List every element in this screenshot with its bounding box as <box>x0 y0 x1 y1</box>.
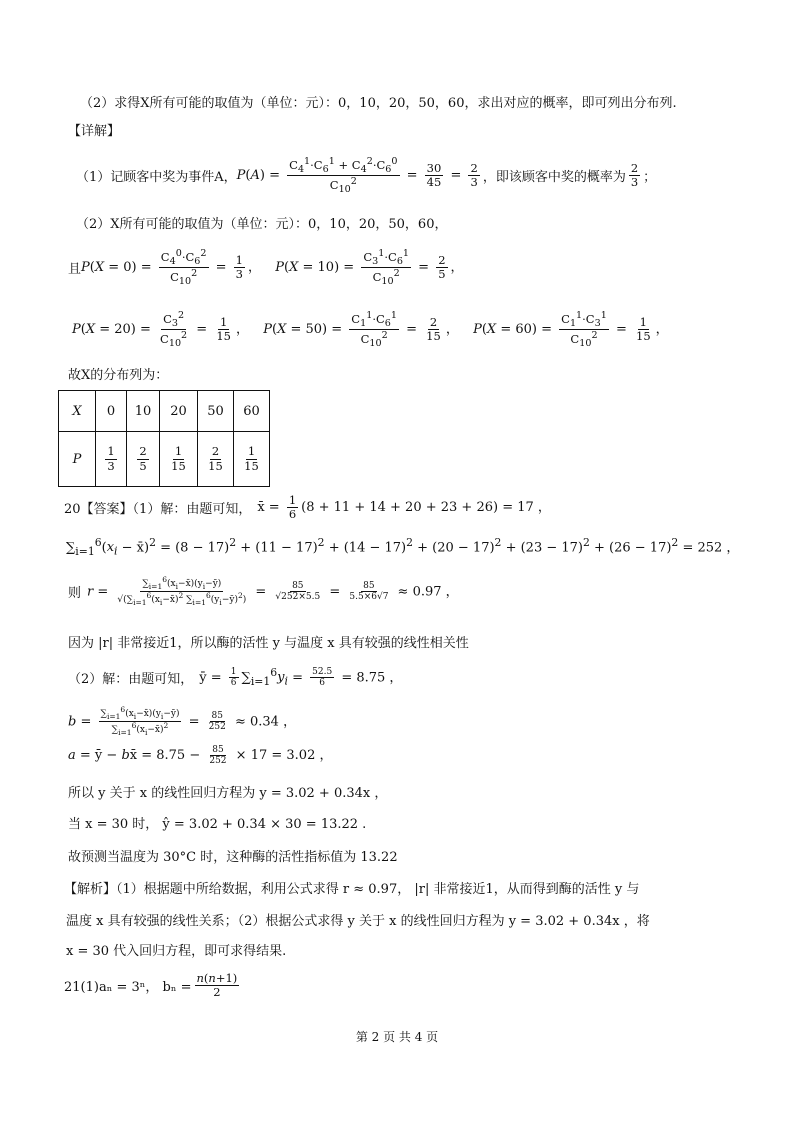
text-line: 当 x = 30 时， ŷ = 3.02 + 0.34 × 30 = 13.22 . <box>68 817 367 832</box>
distribution-table <box>58 390 270 487</box>
table-cell: 60 <box>234 391 270 432</box>
table-cell: $\frac{2}{15}$ <box>198 432 234 487</box>
text-line: 故预测当温度为 30°C 时，这种酶的活性指标值为 13.22 <box>68 850 398 865</box>
formula-line: $\sum_{i=1}^6(x_i$ − x̄)$^2$ = $(8 - 17)^2 + (11 - 17)^2 + (14 - 17)^2 + (20 - 17)^2 + (23 - 17)^2 + (26 - 17)^2 = 252$ ， <box>66 536 740 558</box>
table-cell: $\frac{1}{3}$ <box>96 432 127 487</box>
text-line <box>80 92 677 111</box>
formula-line: a = ȳ − bx̄ = 8.75 − $\frac{85}{252}$ × 17 = 3.02 ， <box>68 744 333 766</box>
answer-line: 20【答案】（1）解：由题可知， x̄ = $\frac{1}{6}$ (8 + 11 + 14 + 20 + 23 + 26) = 17 ， <box>64 493 551 522</box>
table-cell: P <box>59 432 96 487</box>
formula: P(A) = $\frac{C_4^1\cdot C_6^1 + C_4^2\cdot C_6^0}{C_{10}^2}$ = $\frac{30}{45}$ = $\frac{2}{3}$ <box>236 156 478 196</box>
table-cell: 10 <box>127 391 160 432</box>
table-cell: X <box>59 391 96 432</box>
table-cell: 50 <box>198 391 234 432</box>
analysis-line: 【解析】（1）根据题中所给数据，利用公式求得 r ≈ 0.97， |r| 非常接近1，从而得到酶的活性 y 与 <box>64 882 640 897</box>
table-cell: 20 <box>160 391 198 432</box>
table-cell: $\frac{1}{15}$ <box>160 432 198 487</box>
table-cell: 0 <box>96 391 127 432</box>
answer-line: 21(1)aₙ = 3ⁿ， bₙ = $\frac{n(n+1)}{2}$ <box>64 971 238 1000</box>
text-line: （2）X所有可能的取值为（单位：元）：0，10，20，50，60， <box>76 217 448 232</box>
formula-line: P(X = 20) = $\frac{C_3^2}{C_{10}^2}$ = $\frac{1}{15}$ ， P(X = 50) = $\frac{C_1^1\cdot C_6^1}{C_{10}^2}$ = $\frac{2}{15}$ ， P(X = 60) = $\frac{C_1^1\cdot C_3^1}{C_{10}^2}$ = $\frac{1}{15}$ ， <box>72 310 669 350</box>
text-line: 所以 y 关于 x 的线性回归方程为 y = 3.02 + 0.34x ， <box>68 786 388 801</box>
analysis-line: x = 30 代入回归方程，即可求得结果. <box>66 944 287 959</box>
page-footer: 第 2 页 共 4 页 <box>355 1030 439 1044</box>
table-cell: $\frac{2}{5}$ <box>127 432 160 487</box>
table-cell: $\frac{1}{15}$ <box>234 432 270 487</box>
formula-line: 且 P(X = 0) = $\frac{C_4^0\cdot C_6^2}{C_{10}^2}$ = $\frac{1}{3}$ ， P(X = 10) = $\frac{C_3^1\cdot C_6^1}{C_{10}^2}$ = $\frac{2}{5}$ ， <box>68 248 464 288</box>
text-line: 因为 |r| 非常接近1，所以酶的活性 y 与温度 x 具有较强的线性相关性 <box>68 636 469 651</box>
analysis-line: 温度 x 具有较强的线性关系；（2）根据公式求得 y 关于 x 的线性回归方程为 y = 3.02 + 0.34x ，将 <box>66 914 650 929</box>
hint-text: （2）求得X所有可能的取值为（单位：元）：0，10，20，50，60，求出对应的概率，即可列出分布列. <box>80 96 677 111</box>
formula-line: （2）解：由题可知， ȳ = $\frac{1}{6}$ $\sum_{i=1}^6y_i$ = $\frac{52.5}{6}$ = 8.75 ， <box>68 666 403 689</box>
section-heading: 【详解】 <box>68 124 121 139</box>
table-row <box>59 432 270 487</box>
table-row <box>59 391 270 432</box>
formula-line: 则 r = $\frac{\sum_{i=1}^6(x_i-x̄)(y_i-ȳ)}{√(\sum_{i=1}^6(x_i-x̄)^2 \sum_{i=1}^6(y_i-ȳ)^2)}$ = $\frac{85}{√252\times 5.5}$ = $\frac{85}{5.5\times 6√7}$ ≈ 0.97 ， <box>68 575 459 608</box>
text-line: （1）记顾客中奖为事件A， P(A) = $\frac{C_4^1\cdot C_6^1 + C_4^2\cdot C_6^0}{C_{10}^2}$ = $\frac{30}{45}$ = $\frac{2}{3}$ ，即该顾客中奖的概率为 $\frac{2}{3}$ ； <box>76 156 657 196</box>
text-line: 故X的分布列为： <box>68 368 169 383</box>
formula-line: b = $\frac{\sum_{i=1}^6(x_i-x̄)(y_i-ȳ)}{\sum_{i=1}^6(x_i-x̄)^2}$ = $\frac{85}{252}$ ≈ 0.34 ， <box>68 705 297 738</box>
